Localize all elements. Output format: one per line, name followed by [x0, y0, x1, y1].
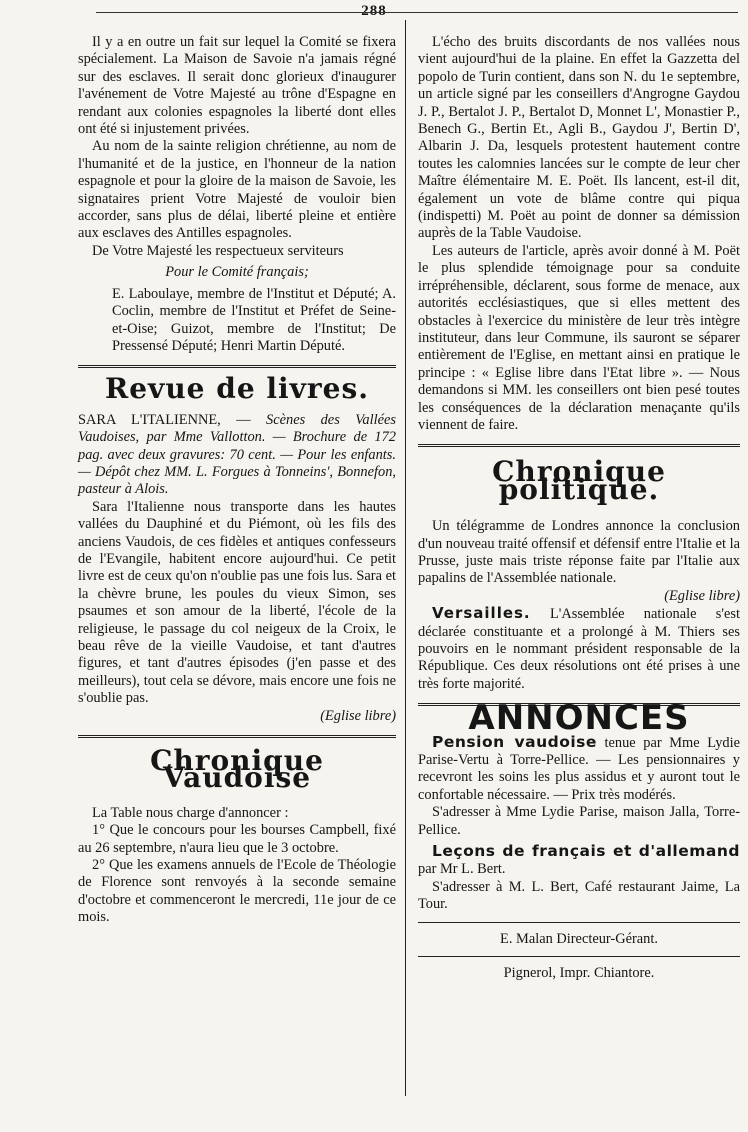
review-credit: (Eglise libre)	[320, 707, 396, 724]
intro-paragraph: De Votre Majesté les respectueux serviteurs	[92, 242, 344, 259]
section-heading-politique: Chronique politique.	[492, 455, 666, 506]
versailles-heading: Versailles.	[432, 604, 531, 623]
review-body: Sara l'Italienne nous transporte dans les hautes vallées du Dauphiné et du Piémont, où les fils des anciens Vaudois, de ces fidèles et antiques confesseurs de l'Evangile, habitent encore aujourd'hui. Ce petit livre est de ceux qu'on n'oublie pas une fois lus. Sara et la chèvre brune, les poules du vieux Simon, ses psaumes et son amour de la liberté, l'école de la religieuse, le passage du col neigeux de la Croix, le beau rêve de la vieille Vaudoise, et tant d'autres figures, et tant d'autres épisodes (j'en passe et des meilleurs), tout cela se dévore, mais encore une fois ne s'oublie pas.	[78, 498, 396, 707]
review-header	[78, 412, 396, 499]
ad-pension-title: Pension vaudoise	[432, 732, 597, 751]
editor-line: E. Malan Directeur-Gérant.	[500, 930, 658, 947]
politique-credit: (Eglise libre)	[664, 587, 740, 604]
politique-paragraph: Un télégramme de Londres annonce la conclusion d'un nouveau traité offensif et défensif entre l'Italie et la Prusse, juste mais triste réponse faite par l'Italie aux papalins de l'Assemblée nationale.	[418, 518, 740, 587]
section-rule	[418, 444, 740, 447]
intro-paragraph: Au nom de la sainte religion chrétienne, au nom de l'humanité et de la justice, en l'honneur de la nation espagnole et pour la gloire de la maison de Savoie, les signataires prient Votre Majesté de vouloir bien accorder, sans plus de délai, liberté pleine et entière aux esclaves des Antilles espagnoles.	[78, 138, 396, 242]
imprint-line: Pignerol, Impr. Chiantore.	[503, 965, 655, 982]
column-divider	[405, 20, 406, 1096]
signature-intro: Pour le Comité français;	[165, 264, 309, 281]
ad-pension-text: tenue par Mme Lydie Parise-Vertu à Torre-Pellice. — Les pensionnaires y recevront les soins les plus assidus et y auront tout le confortable nécessaire. — Prix très modérés.	[418, 734, 741, 803]
vaudoise-paragraph: 1° Que le concours pour les bourses Campbell, fixé au 26 septembre, n'aura lieu que le 3 octobre.	[78, 822, 396, 856]
footer-rule	[418, 956, 740, 957]
versailles-paragraph	[418, 605, 740, 693]
vaudoise-paragraph: La Table nous charge d'annoncer :	[92, 804, 289, 821]
ad-lecons	[418, 843, 740, 879]
echo-paragraph: Les auteurs de l'article, après avoir donné à M. Poët le plus splendide témoignage pour sa conduite irrépréhensible, déclarent, sous forme de menace, aux autorités ecclésiastiques, que si elles mettent des obstacles à l'exercice du ministère de leur très intègre instituteur, dans leur Commune, ils sauront se séparer entièrement de l'Eglise, en mettant ainsi en pratique le principe : « Eglise libre dans l'Etat libre ». — Nous demandons si MM. les conseillers ont bien pesé toutes les conséquences de la déclaration menaçante qu'ils viennent de faire.	[418, 242, 740, 433]
review-description: Scènes des Vallées Vaudoises, par Mme Vallotton. — Brochure de 172 pag. avec deux gravures: 70 cent. — Pour les enfants. — Dépôt chez MM. L. Forgues à Tonneins', Bonnefon, pasteur à Alois.	[78, 411, 396, 498]
ad-lecons-address: S'adresser à M. L. Bert, Café restaurant Jaime, La Tour.	[418, 878, 740, 913]
review-lead: SARA L'ITALIENNE, —	[78, 411, 251, 428]
intro-paragraph: Il y a en outre un fait sur lequel la Comité se fixera spécialement. La Maison de Savoie n'a jamais régné sur des esclaves. Il serait donc glorieux d'inaugurer l'avénement de Votre Majesté au trône d'Espagne en rendant aux colonies espagnoles la liberté dont elles ont été si injustement privées.	[78, 34, 396, 138]
ad-pension-address: S'adresser à Mme Lydie Parise, maison Jalla, Torre-Pellice.	[418, 804, 740, 838]
annonces-heading: ANNONCES	[468, 698, 690, 739]
versailles-text: L'Assemblée nationale s'est déclarée constituante et a prolongé à M. Thiers ses pouvoirs en le nommant président responsable de la République. Ces deux résolutions ont été prises à une très forte majorité.	[418, 606, 740, 692]
ad-lecons-title: Leçons de français et d'allemand	[432, 842, 740, 861]
signers: E. Laboulaye, membre de l'Institut et Député; A. Coclin, membre de l'Institut et Préfet de Seine-et-Oise; Guizot, membre de l'Institut; De Pressensé Député; Henri Martin Député.	[112, 285, 396, 354]
section-rule	[78, 735, 396, 738]
vaudoise-paragraph: 2° Que les examens annuels de l'Ecole de Théologie de Florence sont renvoyés à la seconde semaine d'octobre et commenceront le mercredi, 11e jour de ce mois.	[78, 857, 396, 926]
section-heading-vaudoise: Chronique Vaudoise	[150, 744, 324, 795]
page-number: 288	[0, 3, 748, 20]
top-rule	[96, 12, 738, 13]
left-column	[78, 34, 396, 927]
footer-rule	[418, 922, 740, 923]
ad-lecons-author: par Mr L. Bert.	[418, 861, 506, 878]
echo-paragraph: L'écho des bruits discordants de nos vallées nous vient aujourd'hui de la plaine. En effet la Gazzetta del popolo de Turin contient, dans son N. du 1e septembre, un article signé par les conseillers d'Angrogne Gaydou J. P., Bertalot J. P., Bertalot D, Monnet L', Monastier P., Benech G., Bertin Et., Agli B., Gaydou J', Bertin D', Albarin J. Da, lesquels protestent hautement contre toutes les calomnies lancées sur le compte de leur cher Maître élémentaire M. E. Poët. Ils lancent, est-il dit, également un vote de blâme contre qui piqua (indispetti) M. Poët au point de donner sa démission auprès de la Table Vaudoise.	[418, 34, 740, 242]
ad-pension	[418, 734, 740, 805]
section-rule	[78, 365, 396, 368]
section-heading-revue: Revue de livres.	[104, 372, 370, 406]
right-column	[418, 34, 740, 983]
